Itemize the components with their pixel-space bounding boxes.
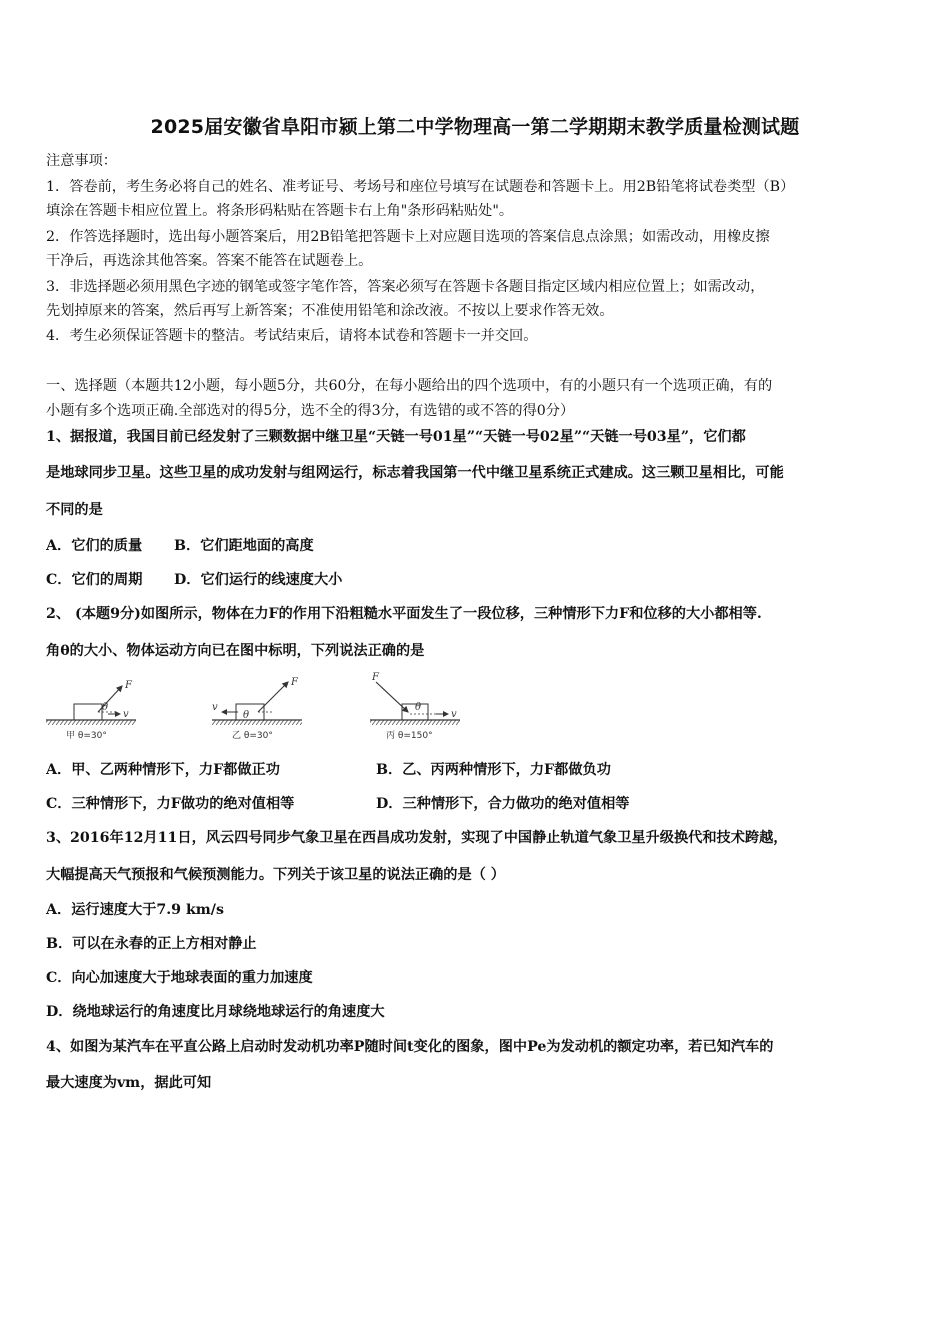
q1-stem-line-3: 不同的是 xyxy=(46,502,103,518)
notice-item-2-line-2: 干净后，再选涂其他答案。答案不能答在试题卷上。 xyxy=(46,253,373,269)
q2-option-c: C．三种情形下，力F做功的绝对值相等 xyxy=(46,796,295,812)
angle-label: θ xyxy=(415,702,422,713)
velocity-label: v xyxy=(451,709,457,720)
notice-item-3-line-2: 先划掉原来的答案，然后再写上新答案；不准使用铅笔和涂改液。不按以上要求作答无效。 xyxy=(46,303,614,319)
force-arrow-icon xyxy=(376,682,408,712)
section-heading-line-1: 一、选择题（本题共12小题，每小题5分，共60分，在每小题给出的四个选项中，有的小题只有一个选项正确，有的 xyxy=(46,378,773,394)
figure-case-a xyxy=(46,680,136,741)
q2-option-b: B．乙、丙两种情形下，力F都做负功 xyxy=(376,762,611,778)
q2-stem-line-2: 角θ的大小、物体运动方向已在图中标明，下列说法正确的是 xyxy=(46,643,425,659)
q4-stem-line-1: 4、如图为某汽车在平直公路上启动时发动机功率P随时间t变化的图象，图中Pe为发动机的额定功率，若已知汽车的 xyxy=(46,1039,774,1055)
angle-label: θ xyxy=(102,702,109,713)
notice-item-2-line-1: 2．作答选择题时，选出每小题答案后，用2B铅笔把答题卡上对应题目选项的答案信息点涂黑；如需改动，用橡皮擦 xyxy=(46,229,770,245)
q2-option-a: A．甲、乙两种情形下，力F都做正功 xyxy=(46,762,280,778)
q3-stem-line-2: 大幅提高天气预报和气候预测能力。下列关于该卫星的说法正确的是（ ） xyxy=(46,867,505,883)
notice-item-4: 4．考生必须保证答题卡的整洁。考试结束后，请将本试卷和答题卡一并交回。 xyxy=(46,328,538,344)
angle-label: θ xyxy=(243,710,250,721)
q3-option-d: D．绕地球运行的角速度比月球绕地球运行的角速度大 xyxy=(46,1004,385,1020)
q1-option-b: B．它们距地面的高度 xyxy=(174,538,314,554)
notice-item-1-line-2: 填涂在答题卡相应位置上。将条形码粘贴在答题卡右上角"条形码粘贴处"。 xyxy=(46,203,514,219)
q1-option-a: A．它们的质量 xyxy=(46,538,143,554)
notice-heading: 注意事项： xyxy=(46,153,117,169)
figure-caption-b: 乙 θ=30° xyxy=(232,731,273,741)
q2-stem-line-1: 2、 (本题9分)如图所示，物体在力F的作用下沿粗糙水平面发生了一段位移，三种情形下力F和位移的大小都相等. xyxy=(46,606,762,622)
figure-caption-a: 甲 θ=30° xyxy=(66,731,107,741)
force-label: F xyxy=(125,680,132,691)
figure-caption-c: 丙 θ=150° xyxy=(386,731,433,741)
figure-case-c xyxy=(370,672,460,741)
q3-option-a: A．运行速度大于7.9 km/s xyxy=(46,902,224,918)
q3-stem-line-1: 3、2016年12月11日，风云四号同步气象卫星在西昌成功发射，实现了中国静止轨道气象卫星升级换代和技术跨越， xyxy=(46,830,788,846)
q1-options-row-2 xyxy=(46,570,908,590)
q1-options-row-1 xyxy=(46,536,908,556)
force-label: F xyxy=(372,672,379,683)
force-arrow-icon xyxy=(258,682,288,712)
q2-options-row-2 xyxy=(46,794,908,814)
q4-stem-line-2: 最大速度为vm，据此可知 xyxy=(46,1075,212,1091)
velocity-label: v xyxy=(212,702,218,713)
notice-item-3-line-1: 3．非选择题必须用黑色字迹的钢笔或签字笔作答，答案必须写在答题卡各题目指定区域内相应位置上；如需改动， xyxy=(46,279,765,295)
q2-figure xyxy=(40,670,500,750)
q2-figure-svg xyxy=(40,670,500,750)
q1-stem-line-2: 是地球同步卫星。这些卫星的成功发射与组网运行，标志着我国第一代中继卫星系统正式建成。这三颗卫星相比，可能 xyxy=(46,465,784,481)
q1-option-c: C．它们的周期 xyxy=(46,572,143,588)
figure-case-b xyxy=(212,677,302,741)
document-title: 2025届安徽省阜阳市颍上第二中学物理高一第二学期期末教学质量检测试题 xyxy=(150,116,800,138)
velocity-label: v xyxy=(123,709,129,720)
q1-option-d: D．它们运行的线速度大小 xyxy=(174,572,343,588)
force-label: F xyxy=(291,677,298,688)
notice-item-1-line-1: 1．答卷前，考生务必将自己的姓名、准考证号、考场号和座位号填写在试题卷和答题卡上。用2B铅笔将试卷类型（B） xyxy=(46,179,795,195)
q2-options-row-1 xyxy=(46,760,908,780)
q2-option-d: D．三种情形下，合力做功的绝对值相等 xyxy=(376,796,630,812)
q3-option-b: B．可以在永春的正上方相对静止 xyxy=(46,936,257,952)
section-heading-line-2: 小题有多个选项正确.全部选对的得5分，选不全的得3分，有选错的或不答的得0分） xyxy=(46,403,575,419)
q1-stem-line-1: 1、据报道，我国目前已经发射了三颗数据中继卫星“天链一号01星”“天链一号02星”“天链一号03星”，它们都 xyxy=(46,429,746,445)
q3-option-c: C．向心加速度大于地球表面的重力加速度 xyxy=(46,970,313,986)
